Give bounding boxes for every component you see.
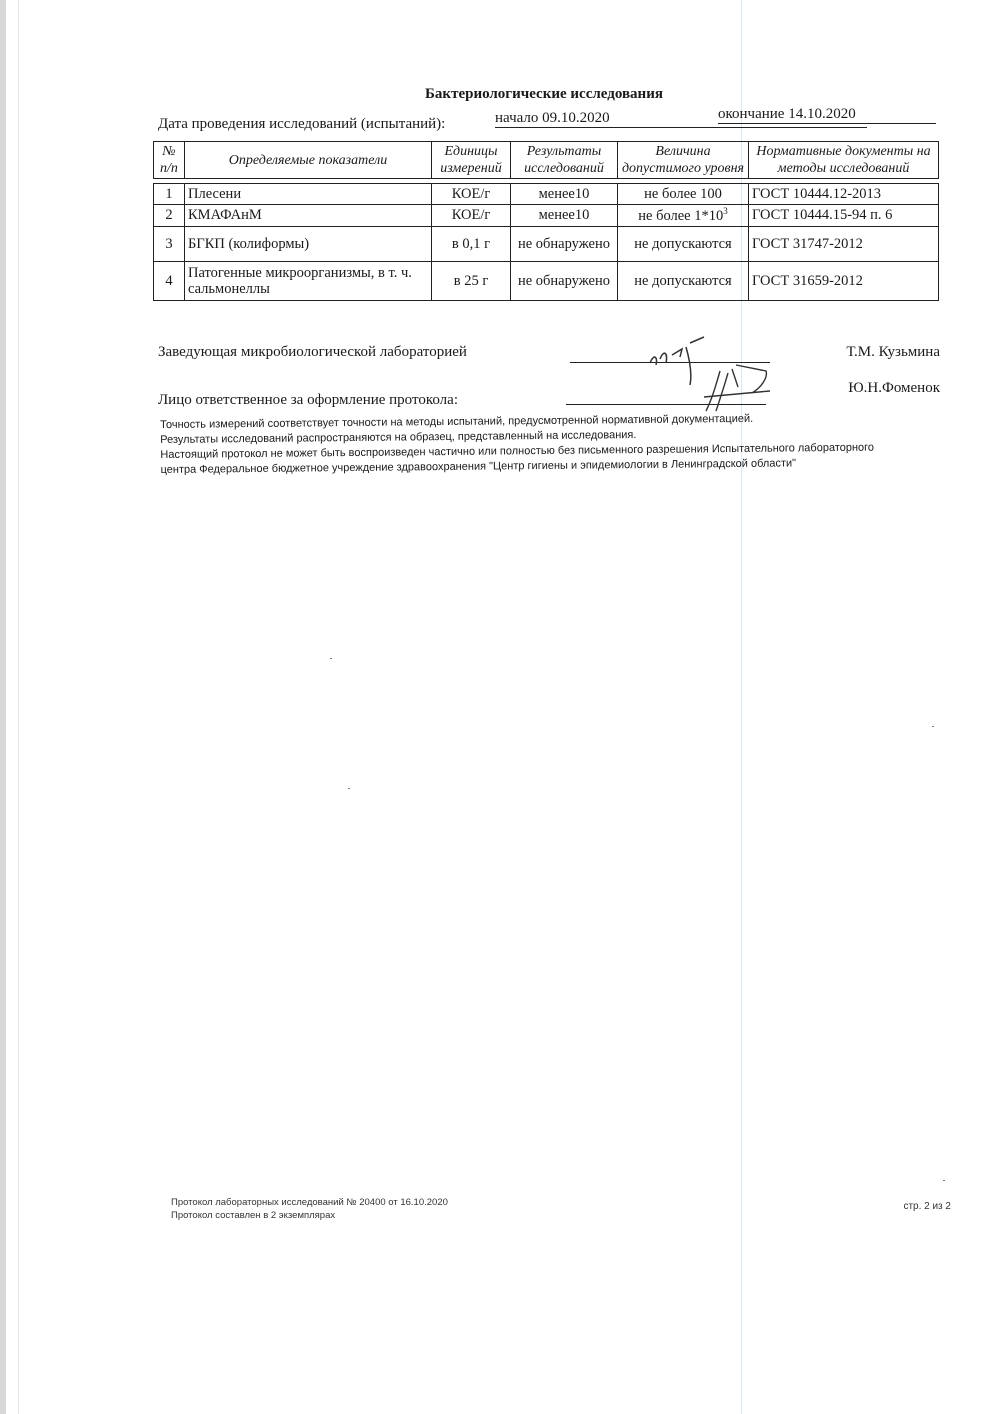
row-units: КОЕ/г — [432, 205, 511, 227]
row-doc: ГОСТ 31747-2012 — [749, 226, 939, 261]
header-results: Результаты исследований — [511, 142, 618, 179]
note-line: Результаты исследований распространяются на образец, представленный на исследования. — [160, 429, 637, 446]
table-row — [154, 261, 939, 300]
note-line: центра Федеральное бюджетное учреждение здравоохранения "Центр гигиены и эпидемиологии в Ленинградской области" — [160, 457, 797, 476]
row-indicator: КМАФАнМ — [185, 205, 432, 227]
signature-stroke-2 — [704, 365, 770, 411]
test-dates — [158, 106, 938, 132]
footer-protocol: Протокол лабораторных исследований № 20400 от 16.10.2020 — [171, 1197, 448, 1208]
header-indicator: Определяемые показатели — [185, 142, 432, 179]
header-num: № п/п — [154, 142, 185, 179]
note-line: Настоящий протокол не может быть воспроизведен частично или полностью без письменного разрешения Испытательного лабораторного — [160, 441, 875, 461]
row-doc: ГОСТ 10444.12-2013 — [749, 184, 939, 205]
signer-name: Ю.Н.Фоменок — [848, 380, 940, 396]
header-docs: Нормативные документы на методы исследований — [749, 142, 939, 179]
header-units: Единицы измерений — [432, 142, 511, 179]
row-num: 3 — [154, 226, 185, 261]
scan-edge — [0, 0, 6, 1414]
row-level: не более $1*10^3$ — [618, 205, 749, 227]
table-row — [154, 184, 939, 205]
signer-name: Т.М. Кузьмина — [846, 344, 940, 360]
table-row — [154, 205, 939, 227]
note-line: Точность измерений соответствует точности на методы испытаний, предусмотренной нормативной документацией. — [160, 412, 754, 431]
row-result: менее10 — [511, 205, 618, 227]
signer-role: Заведующая микробиологической лабораторией — [158, 344, 467, 360]
row-result: не обнаружено — [511, 226, 618, 261]
footer-copies: Протокол составлен в 2 экземплярах — [171, 1210, 336, 1221]
signer-role: Лицо ответственное за оформление протокола: — [158, 392, 458, 408]
row-doc: ГОСТ 31659-2012 — [749, 261, 939, 300]
row-level: не допускаются — [618, 261, 749, 300]
start-date: начало 09.10.2020 — [495, 110, 867, 128]
row-units: КОЕ/г — [432, 184, 511, 205]
section-title: Бактериологические исследования — [425, 86, 663, 102]
page-footer — [171, 1196, 951, 1222]
page-number: стр. 2 из 2 — [903, 1201, 951, 1212]
end-date: окончание 14.10.2020 — [718, 106, 936, 124]
scan-speck — [348, 788, 350, 789]
row-indicator: Патогенные микроорганизмы, в т. ч. сальмонеллы — [185, 261, 432, 300]
row-num: 2 — [154, 205, 185, 227]
row-result: не обнаружено — [511, 261, 618, 300]
row-units: в 0,1 г — [432, 226, 511, 261]
header-level: Величина допустимого уровня — [618, 142, 749, 179]
scan-speck — [932, 726, 934, 727]
results-table — [153, 141, 939, 301]
row-indicator: БГКП (колиформы) — [185, 226, 432, 261]
table-header-row — [154, 142, 939, 179]
row-num: 1 — [154, 184, 185, 205]
disclaimer-notes — [160, 410, 941, 478]
row-units: в 25 г — [432, 261, 511, 300]
row-result: менее10 — [511, 184, 618, 205]
signature-stroke-1 — [650, 337, 704, 385]
row-num: 4 — [154, 261, 185, 300]
row-level: не допускаются — [618, 226, 749, 261]
row-indicator: Плесени — [185, 184, 432, 205]
row-level: не более 100 — [618, 184, 749, 205]
table-row — [154, 226, 939, 261]
scan-edge-line — [18, 0, 19, 1414]
row-doc: ГОСТ 10444.15-94 п. 6 — [749, 205, 939, 227]
dates-label: Дата проведения исследований (испытаний): — [158, 116, 446, 132]
scan-speck — [330, 658, 332, 659]
scan-speck — [943, 1180, 945, 1181]
